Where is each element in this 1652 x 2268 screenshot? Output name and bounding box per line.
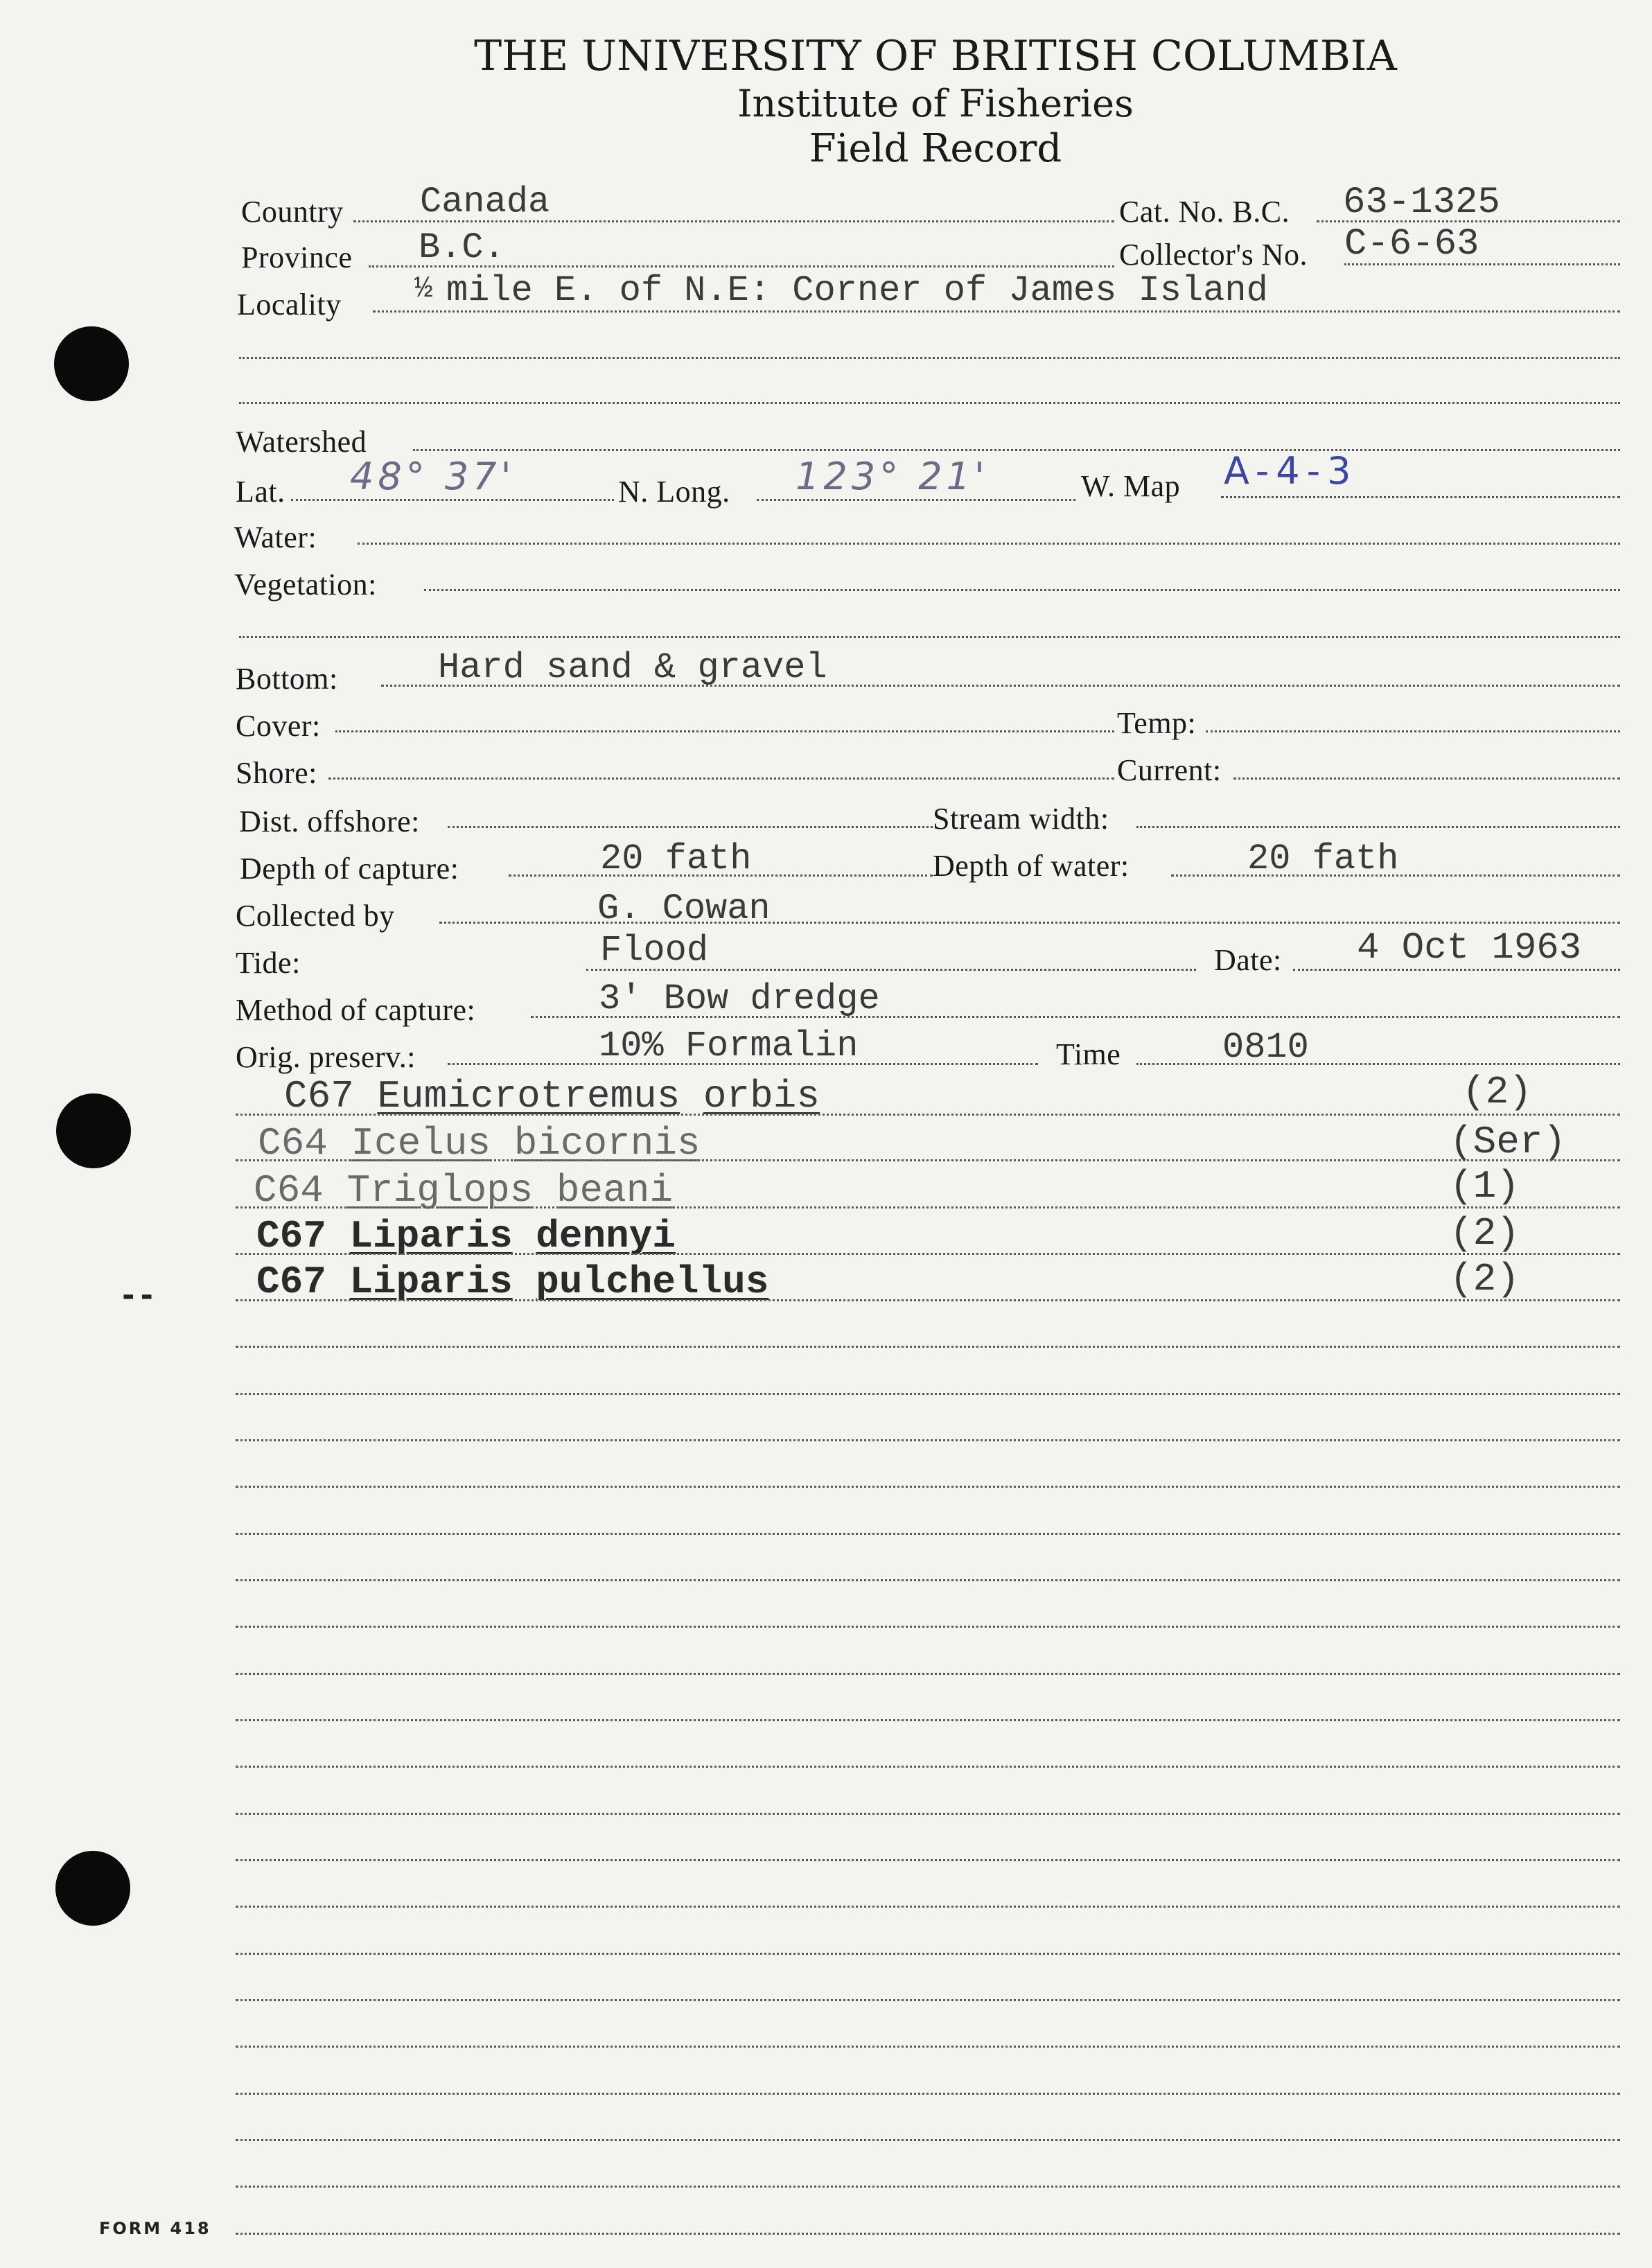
ruled-line — [236, 1673, 1620, 1675]
ruled-line — [236, 1159, 1620, 1161]
specimen-code: C64 — [254, 1168, 324, 1213]
ruled-line — [236, 1719, 1620, 1721]
bottom-value: Hard sand & gravel — [438, 647, 827, 688]
tide-value: Flood — [600, 930, 709, 971]
ruled-line — [236, 1626, 1620, 1628]
ruled-line — [236, 2046, 1620, 2048]
current-label: Current: — [1117, 753, 1222, 787]
locality-value: mile E. of N.E: Corner of James Island — [446, 270, 1268, 311]
lat-line — [291, 499, 614, 501]
cat-no-label: Cat. No. B.C. — [1119, 195, 1290, 229]
time-value: 0810 — [1222, 1027, 1309, 1068]
ruled-line — [236, 1533, 1620, 1535]
ruled-line — [236, 1206, 1620, 1208]
stream-width-label: Stream width: — [933, 802, 1109, 836]
time-label: Time — [1056, 1037, 1121, 1071]
watershed-line — [413, 449, 1620, 451]
lat-label: Lat. — [236, 475, 285, 509]
specimen-row — [284, 1074, 820, 1118]
long-line — [757, 499, 1075, 501]
method-value: 3' Bow dredge — [599, 978, 880, 1019]
lat-value: 48° 37' — [350, 455, 516, 498]
province-label: Province — [241, 240, 353, 274]
ruled-line — [236, 2186, 1620, 2188]
orig-preserv-label: Orig. preserv.: — [236, 1040, 416, 1074]
country-value: Canada — [420, 182, 550, 222]
specimen-code: C64 — [258, 1121, 328, 1166]
ruled-line — [236, 1813, 1620, 1815]
specimen-count: (2) — [1450, 1257, 1520, 1301]
collectors-no-label: Collector's No. — [1119, 238, 1308, 272]
ruled-line — [236, 1114, 1620, 1116]
date-value: 4 Oct 1963 — [1357, 927, 1582, 969]
water-line — [358, 543, 1620, 545]
specimen-species: orbis — [703, 1074, 820, 1118]
ruled-line — [236, 1346, 1620, 1348]
ruled-line — [236, 1253, 1620, 1255]
dist-offshore-line — [448, 826, 933, 828]
ruled-line — [236, 1953, 1620, 1955]
form-number: FORM 418 — [99, 2219, 211, 2238]
locality-label: Locality — [237, 288, 342, 322]
form-title: Field Record — [809, 126, 1062, 171]
specimen-row — [256, 1260, 768, 1304]
ruled-line — [236, 2233, 1620, 2235]
specimen-genus: Icelus — [351, 1121, 491, 1166]
ruled-line — [236, 1299, 1620, 1301]
specimen-genus: Eumicrotremus — [377, 1074, 680, 1118]
specimen-count: (Ser) — [1450, 1120, 1567, 1164]
time-line — [1136, 1063, 1620, 1065]
specimen-code: C67 — [256, 1260, 326, 1304]
collected-by-label: Collected by — [236, 899, 395, 933]
current-line — [1233, 777, 1620, 780]
depth-water-value: 20 fath — [1247, 838, 1399, 879]
long-value: 123° 21' — [796, 455, 989, 498]
temp-line — [1206, 730, 1620, 732]
specimen-species: dennyi — [536, 1214, 676, 1258]
binder-hole-middle — [56, 1093, 131, 1168]
ruled-line — [236, 1766, 1620, 1768]
specimen-species: bicornis — [513, 1121, 701, 1166]
cover-line — [335, 730, 1114, 732]
department-title: Institute of Fisheries — [737, 82, 1134, 125]
ruled-line — [236, 1859, 1620, 1861]
vegetation-label: Vegetation: — [234, 568, 377, 601]
ruled-line — [236, 1486, 1620, 1488]
water-label: Water: — [234, 520, 317, 554]
vegetation-line-2 — [239, 636, 1620, 638]
stream-width-line — [1136, 826, 1620, 828]
specimen-genus: Liparis — [349, 1260, 513, 1304]
specimen-count: (2) — [1462, 1070, 1532, 1114]
map-value: A-4-3 — [1224, 449, 1358, 493]
country-label: Country — [241, 195, 344, 229]
vegetation-line — [424, 589, 1620, 591]
specimen-genus: Liparis — [349, 1214, 513, 1258]
ruled-line — [236, 1579, 1620, 1581]
cat-no-value: 63-1325 — [1343, 182, 1500, 224]
tide-label: Tide: — [236, 946, 301, 980]
locality-fraction: ½ — [414, 272, 433, 306]
w-map-label: W. Map — [1081, 469, 1181, 503]
temp-label: Temp: — [1117, 706, 1197, 740]
depth-water-label: Depth of water: — [933, 849, 1130, 883]
specimen-species: beani — [556, 1168, 673, 1213]
province-value: B.C. — [419, 227, 505, 268]
ruled-line — [236, 2093, 1620, 2095]
binder-hole-bottom — [55, 1851, 130, 1926]
depth-capture-value: 20 fath — [600, 838, 752, 879]
ruled-line — [236, 1439, 1620, 1441]
map-line — [1221, 496, 1620, 498]
watershed-label: Watershed — [236, 425, 367, 459]
institution-title: THE UNIVERSITY OF BRITISH COLUMBIA — [474, 32, 1397, 80]
locality-line-3 — [239, 402, 1620, 404]
method-label: Method of capture: — [236, 993, 476, 1027]
date-label: Date: — [1214, 943, 1282, 977]
margin-mark: -- — [119, 1278, 156, 1313]
shore-label: Shore: — [236, 756, 317, 790]
shore-line — [328, 777, 1114, 780]
ruled-line — [236, 1999, 1620, 2001]
locality-line-2 — [239, 357, 1620, 359]
specimen-row — [256, 1214, 676, 1258]
specimen-code: C67 — [256, 1214, 326, 1258]
binder-hole-top — [54, 326, 129, 401]
specimen-count: (2) — [1450, 1211, 1520, 1256]
specimen-species: pulchellus — [536, 1260, 769, 1304]
collectors-no-value: C-6-63 — [1344, 223, 1479, 265]
ruled-line — [236, 2139, 1620, 2141]
bottom-label: Bottom: — [236, 662, 338, 696]
specimen-genus: Triglops — [346, 1168, 534, 1213]
cover-label: Cover: — [236, 709, 321, 743]
ruled-line — [236, 1906, 1620, 1908]
n-long-label: N. Long. — [618, 475, 730, 509]
ruled-line — [236, 1393, 1620, 1395]
specimen-code: C67 — [284, 1074, 354, 1118]
specimen-count: (1) — [1450, 1164, 1520, 1208]
dist-offshore-label: Dist. offshore: — [239, 805, 420, 838]
collected-by-value: G. Cowan — [597, 888, 771, 929]
depth-capture-label: Depth of capture: — [240, 852, 459, 886]
orig-preserv-value: 10% Formalin — [599, 1026, 859, 1066]
